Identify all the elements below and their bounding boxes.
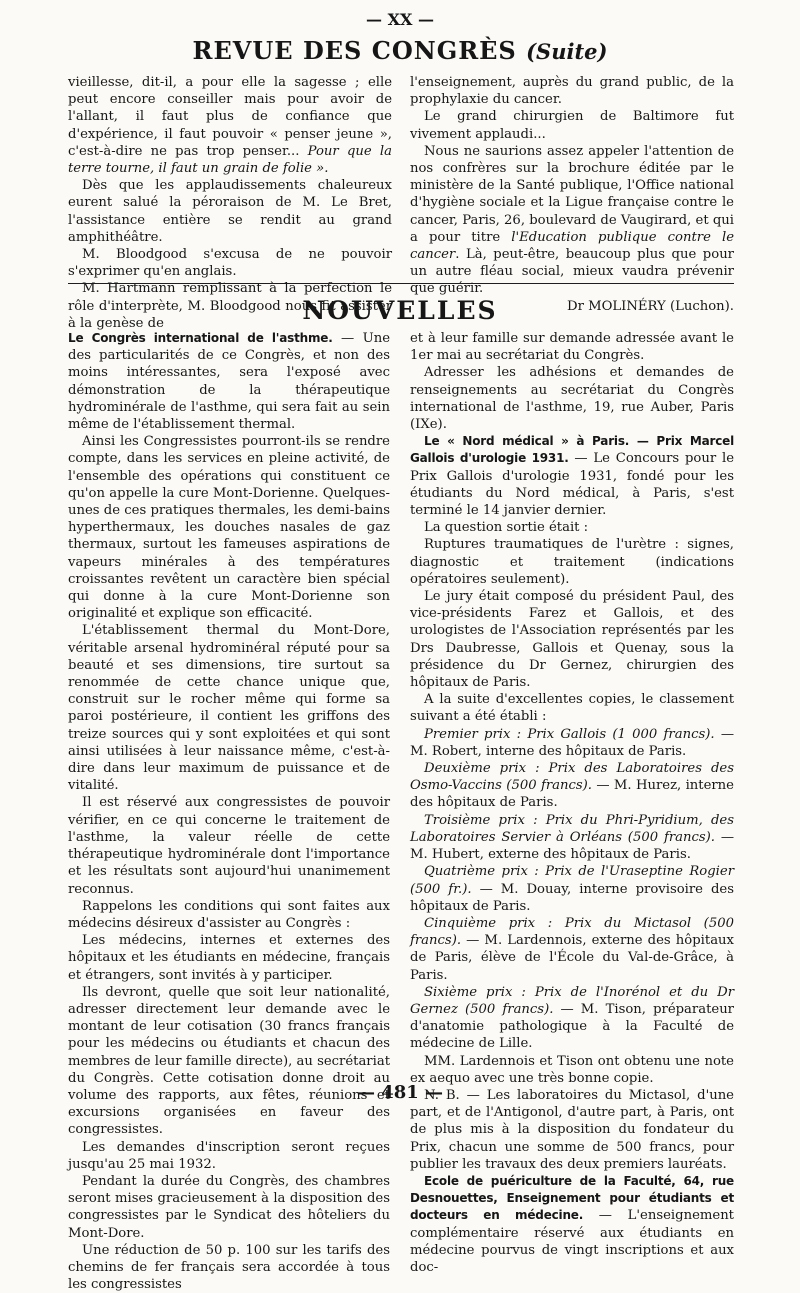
- prize-text: — M. Hurez, interne des hôpitaux de Paris.: [410, 778, 734, 811]
- running-title-main: REVUE DES CONGRÈS: [192, 36, 517, 65]
- gallois-paragraph: Le jury était composé du président Paul, des vice-présidents Farez et Gallois, et des urologistes de l'Association représentés par les Drs Daubresse, Gallois et Quenay, sous la présidence du Dr Gernez, chirurgien des hôpitaux de Paris.: [410, 589, 734, 691]
- page-number: — 481 —: [356, 1082, 444, 1103]
- running-title-suffix: (Suite): [526, 39, 608, 64]
- prize-text: — M. Tison, préparateur d'anatomie pathologique à la Faculté de médecine de Lille.: [410, 1001, 734, 1052]
- continued-paragraph: M. Hartmann remplissant à la perfection le rôle d'interprète, M. Bloodgood nous fit assister à la genèse de: [68, 281, 392, 331]
- prize-text: — M. Hubert, externe des hôpitaux de Paris.: [410, 829, 734, 863]
- gallois-paragraph: [410, 433, 734, 519]
- continued-paragraph: Dès que les applaudissements chaleureux eurent salué la péroraison de M. Le Bret, l'assistance entière se rendit au grand amphithéâtre.: [68, 178, 392, 245]
- continued-article-right-column: [410, 74, 734, 315]
- paragraph-text: — Une des particularités de ce Congrès, et non des moins intéressantes, sera l'exposé avec démonstration de la thérapeutique hydrominérale de l'asthme, qui sera fait au sein même de l'établissement thermal.: [68, 331, 390, 433]
- running-title: [0, 36, 800, 65]
- asthme-paragraph: Une réduction de 50 p. 100 sur les tarifs des chemins de fer français sera accordée à tous les congressistes: [68, 1242, 390, 1293]
- prize-text: — M. Douay, interne provisoire des hôpitaux de Paris.: [410, 881, 734, 914]
- gallois-paragraph: N. B. — Les laboratoires du Mictasol, d'une part, et de l'Antigonol, d'autre part, à Paris, ont de plus mis à la disposition du fondateur du Prix, chacun une somme de 500 francs, pour publier les travaux des deux premiers lauréats.: [410, 1087, 734, 1172]
- prize-label: Premier prix : Prix Gallois (1 000 francs).: [424, 726, 715, 742]
- prize-label: Troisième prix : Prix du Phri-Pyridium, des Laboratoires Servier à Orléans (500 francs).: [410, 812, 734, 845]
- gallois-paragraph: Ruptures traumatiques de l'urètre : signes, diagnostic et traitement (indications opératoires seulement).: [410, 537, 734, 587]
- paragraph-text: vieillesse, dit-il, a pour elle la sagesse ; elle peut encore conseiller mais pour avoir de l'allant, il faut plus de confiance que d'expérience, il faut pouvoir « penser jeune », c'est-à-dire ne pas trop penser...: [68, 75, 392, 159]
- continued-paragraph: Le grand chirurgien de Baltimore fut vivement applaudi...: [410, 109, 734, 142]
- paragraph-text: — Le Concours pour le Prix Gallois d'urologie 1931, fondé pour les étudiants du Nord médical, à Paris, s'est terminé le 14 janvier dernier.: [410, 451, 734, 519]
- continued-article-left-column: [68, 74, 392, 332]
- asthme-paragraph: Rappelons les conditions qui sont faites aux médecins désireux d'assister au Congrès :: [68, 898, 390, 931]
- prize-entry: [410, 984, 734, 1053]
- gallois-paragraph: La question sortie était :: [424, 520, 589, 536]
- nouvelles-right-column: [410, 330, 734, 1276]
- continued-paragraph: [68, 74, 392, 177]
- asthme-paragraph: Ils devront, quelle que soit leur nationalité, adresser directement leur demande avec le montant de leur cotisation (30 francs français pour les médecins ou étudiants et chacun des membres de leur famille directe), au secrétariat du Congrès. Cette cotisation donne droit au volume des rapports, aux fêtes, réunions et excursions organisées en faveur des congressistes.: [68, 984, 390, 1138]
- asthme-paragraph: Ainsi les Congressistes pourront-ils se rendre compte, dans les services en pleine activité, de l'ensemble des opérations qui constituent ce qu'on appelle la cure Mont-Dorienne. Quelques-unes de ces pratiques thermales, les demi-bains hyperthermaux, les douches nasales de gaz thermaux, surtout les fameuses aspirations de vapeurs minérales à des températures croissantes revêtent un caractère bien spécial qui donne à la cure Mont-Dorienne son originalité et explique son efficacité.: [68, 434, 390, 622]
- paragraph-italic: Pour que la terre tourne, il faut un grain de folie ».: [68, 143, 393, 177]
- prize-label: Quatrième prix : Prix de l'Uraseptine Rogier (500 fr.).: [410, 864, 734, 897]
- nouvelles-left-column: [68, 330, 390, 1293]
- prize-label: Sixième prix : Prix de l'Inorénol et du Dr Gernez (500 francs).: [410, 984, 734, 1017]
- paragraph-text: — L'enseignement complémentaire réservé aux étudiants en médecine pourvus de vingt inscriptions et aux doc-: [410, 1208, 734, 1275]
- prize-entry: [410, 726, 734, 760]
- paragraph-text: Nous ne saurions assez appeler l'attention de nos confrères sur la brochure éditée par le ministère de la Santé publique, l'Office national d'hygiène sociale et la Ligue française contre le cancer, Paris, 26, boulevard de Vaugirard, et qui a pour titre: [410, 143, 734, 245]
- prize-entry: [410, 760, 734, 812]
- prize-text: — M. Robert, interne des hôpitaux de Paris.: [410, 726, 734, 759]
- asthme-paragraph: Il est réservé aux congressistes de pouvoir vérifier, en ce qui concerne le traitement de l'asthme, la valeur réelle de cette thérapeutique hydrominérale dont l'importance et les résultats sont aujourd'hui unanimement reconnus.: [68, 795, 390, 897]
- asthme-paragraph: L'établissement thermal du Mont-Dore, véritable arsenal hydrominéral réputé pour sa beauté et ses dimensions, tire surtout sa renommée de cette chance unique que, construit sur le rocher même qui forme sa paroi postérieure, il contient les griffons des treize sources qui y sont exploitées et qui sont ainsi utilisées à leur naissance même, c'est-à-dire dans leur maximum de puissance et de vitalité.: [68, 623, 390, 794]
- prize-entry: [410, 915, 734, 984]
- prize-entry: [410, 863, 734, 915]
- puericulture-paragraph: [410, 1173, 734, 1276]
- prize-label: Cinquième prix : Prix du Mictasol (500 francs).: [410, 915, 734, 949]
- asthme-paragraph: [68, 330, 390, 433]
- gallois-paragraph: A la suite d'excellentes copies, le classement suivant a été établi :: [410, 692, 734, 725]
- news-lead: Le Congrès international de l'asthme.: [68, 331, 333, 345]
- gallois-paragraph: MM. Lardennois et Tison ont obtenu une note ex aequo avec une très bonne copie.: [410, 1053, 734, 1086]
- news-lead: Le « Nord médical » à Paris. — Prix Marcel Gallois d'urologie 1931.: [410, 434, 734, 466]
- paragraph-text: . Là, peut-être, beaucoup plus que pour un autre fléau social, mieux vaudra prévenir que guérir.: [410, 247, 734, 297]
- prize-text: — M. Lardennois, externe des hôpitaux de Paris, élève de l'École du Val-de-Grâce, à Paris.: [410, 933, 734, 983]
- asthme-paragraph: Les demandes d'inscription seront reçues jusqu'au 25 mai 1932.: [68, 1139, 390, 1172]
- asthme-paragraph: Pendant la durée du Congrès, des chambres seront mises gracieusement à la disposition des congressistes par le Syndicat des hôteliers du Mont-Dore.: [68, 1173, 390, 1241]
- paragraph-italic: l'Education publique contre le cancer: [410, 229, 734, 263]
- signature: Dr MOLINÉRY (Luchon).: [567, 298, 734, 314]
- folio: — XX —: [366, 10, 434, 29]
- section-title: NOUVELLES: [302, 296, 498, 325]
- news-lead: Ecole de puériculture de la Faculté, 64, rue Desnouettes, Enseignement pour étudiants et docteurs en médecine.: [410, 1173, 734, 1223]
- prize-label: Deuxième prix : Prix des Laboratoires des Osmo-Vaccins (500 francs).: [410, 761, 734, 794]
- continued-paragraph: l'enseignement, auprès du grand public, de la prophylaxie du cancer.: [410, 75, 734, 108]
- continued-paragraph: M. Bloodgood s'excusa de ne pouvoir s'exprimer qu'en anglais.: [68, 247, 392, 280]
- prize-entry: [410, 812, 734, 864]
- continued-paragraph: [410, 143, 734, 298]
- asthme-paragraph: et à leur famille sur demande adressée avant le 1er mai au secrétariat du Congrès.: [410, 331, 734, 364]
- asthme-paragraph: Les médecins, internes et externes des hôpitaux et les étudiants en médecine, français et étrangers, sont invités à y participer.: [68, 933, 390, 983]
- asthme-paragraph: Adresser les adhésions et demandes de renseignements au secrétariat du Congrès international de l'asthme, 19, rue Auber, Paris (IXe).: [410, 365, 734, 433]
- section-divider: [68, 283, 734, 284]
